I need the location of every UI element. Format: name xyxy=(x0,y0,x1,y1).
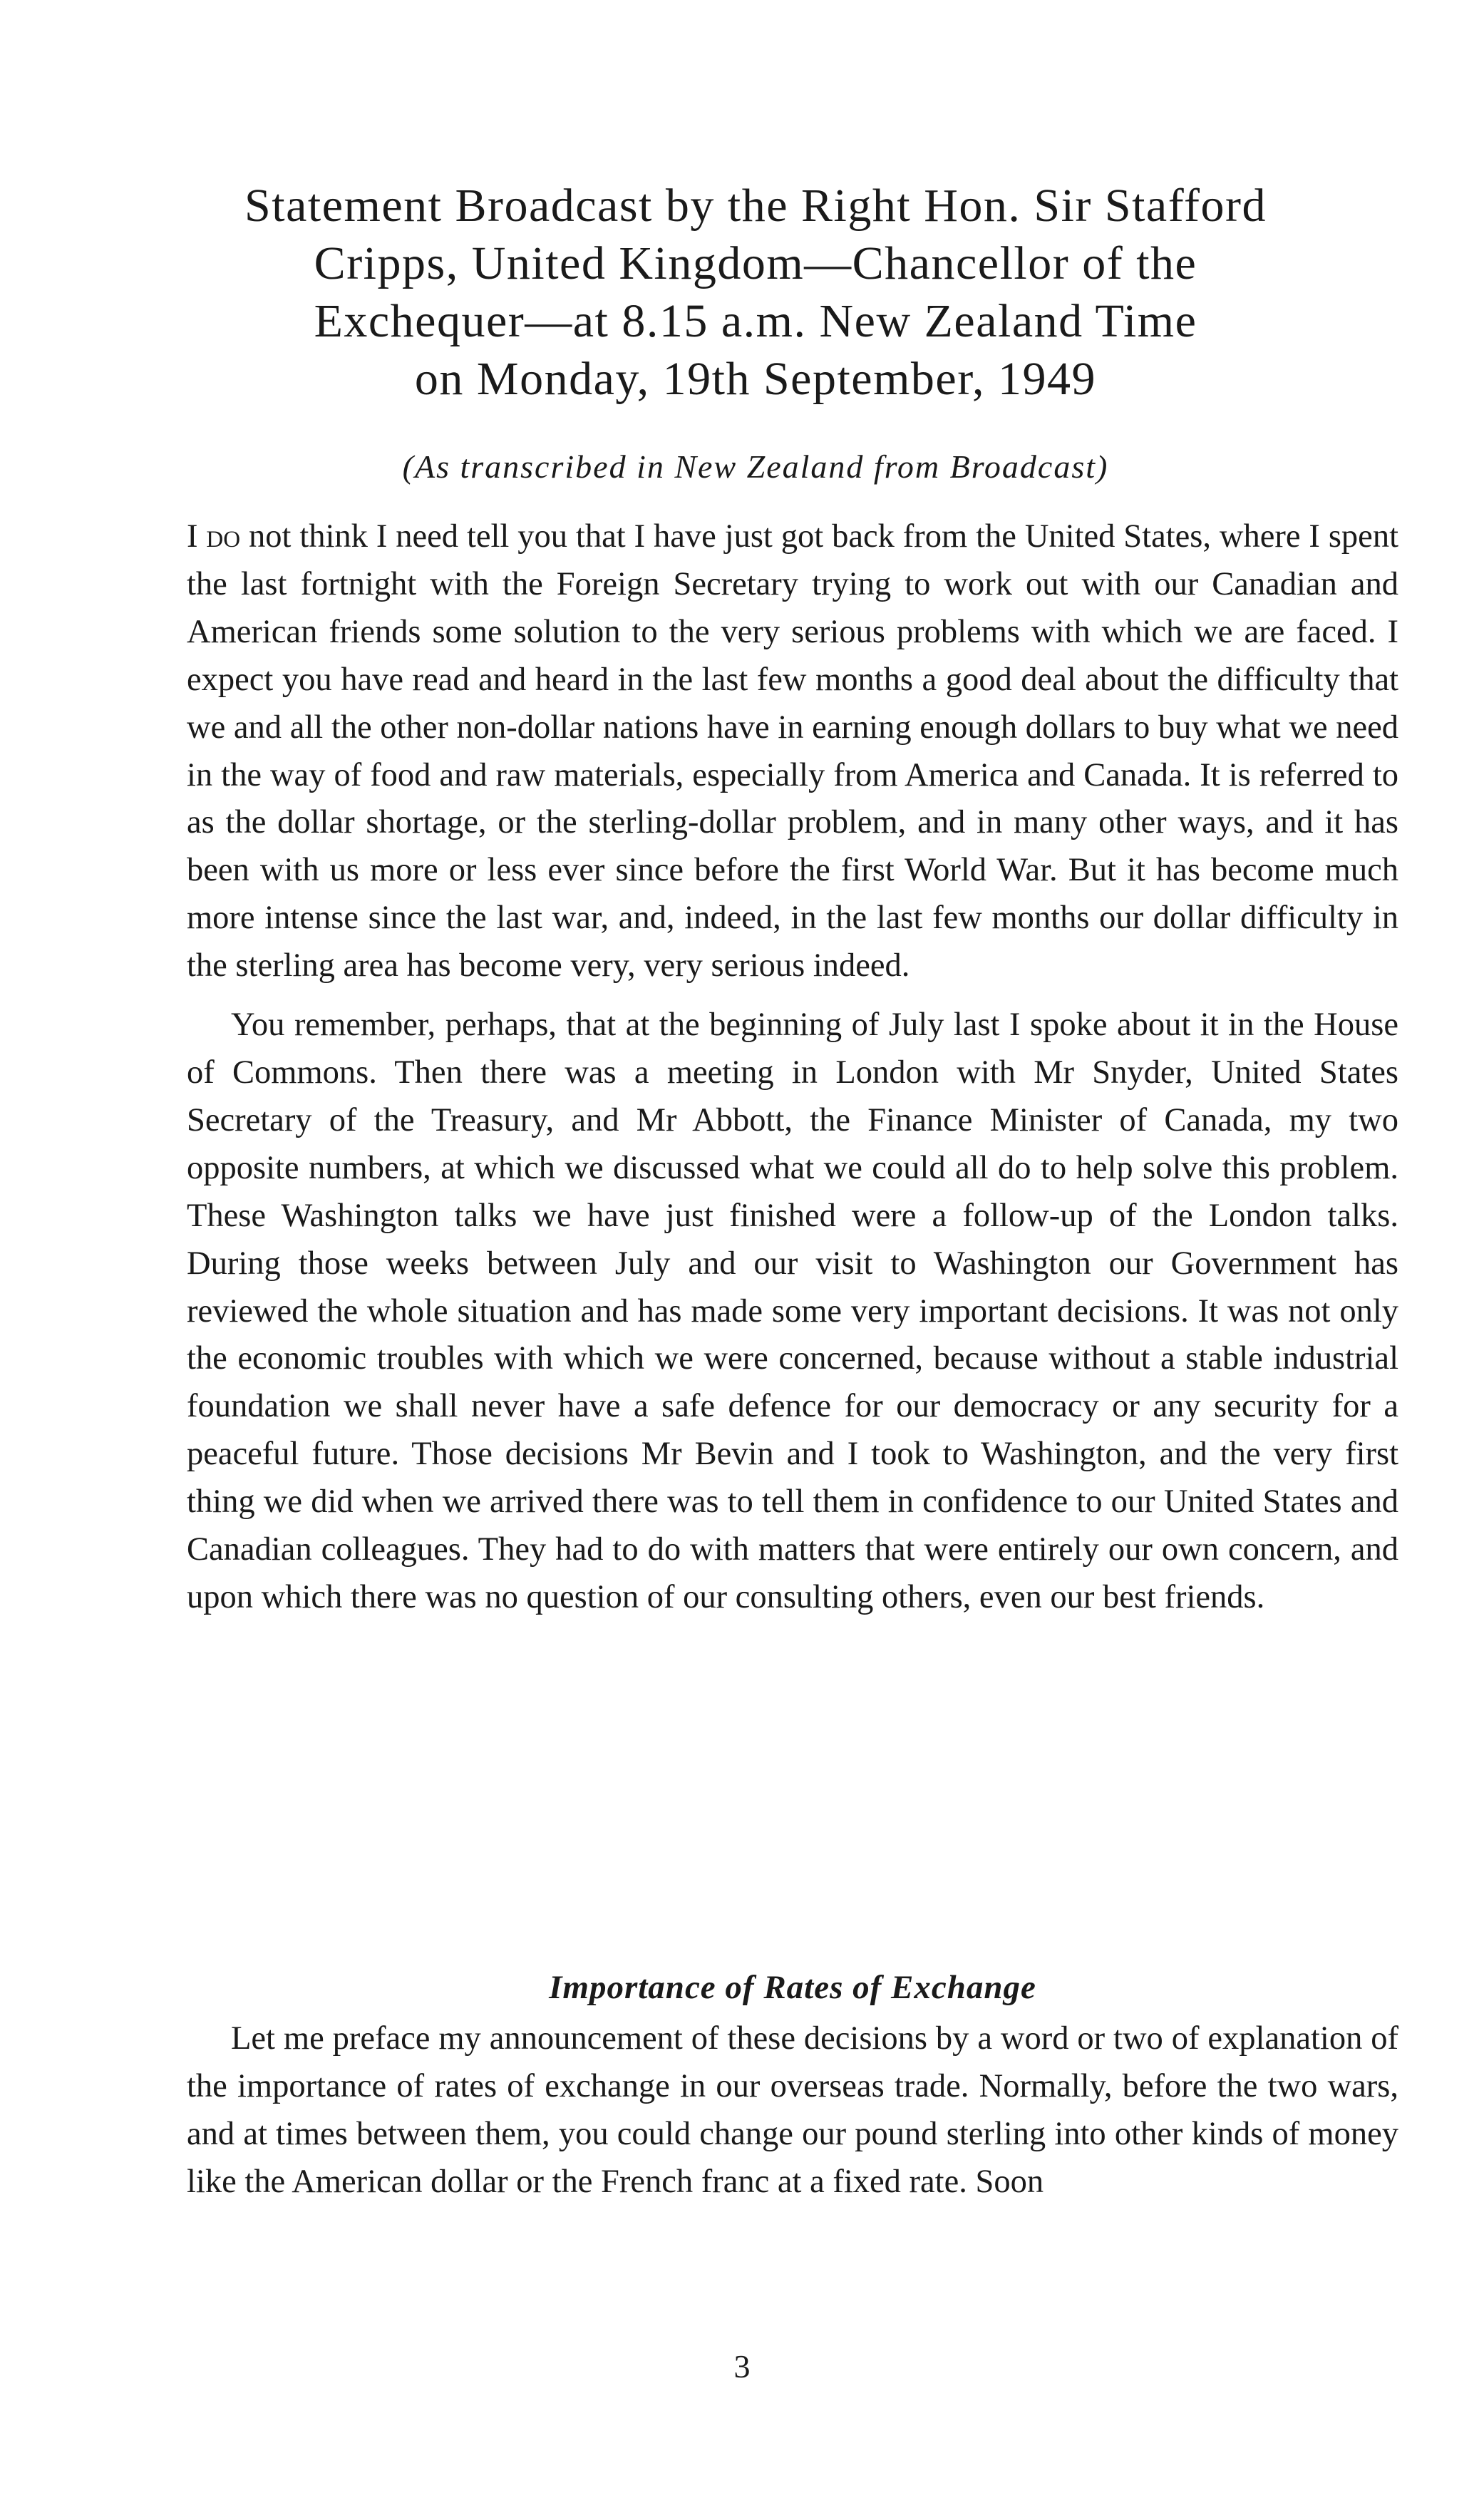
title-line-3: Exchequer—at 8.15 a.m. New Zealand Time xyxy=(314,295,1197,347)
title-line-1: Statement Broadcast by the Right Hon. Sir Stafford xyxy=(244,180,1267,232)
page-number: 3 xyxy=(733,2348,751,2385)
paragraph-1-lead-in: I do xyxy=(187,518,241,555)
title-line-4: on Monday, 19th September, 1949 xyxy=(414,353,1097,405)
paragraph-1 xyxy=(187,513,1398,990)
body-text-block-1 xyxy=(187,513,1398,1622)
paragraph-1-text: not think I need tell you that I have just got back from the United States, where I spent the last fortnight with the Foreign Secretary trying to work out with our Canadian and American friends some solution to the very serious problems with which we are faced. I expect you have read and heard in the last few months a good deal about the difficulty that we and all the other non-dollar nations have in earning enough dollars to buy what we need in the way of food and raw materials, especially from America and Canada. It is referred to as the dollar shortage, or the sterling-dollar problem, and in many other ways, and it has been with us more or less ever since before the first World War. But it has become much more intense since the last war, and, indeed, in the last few months our dollar difficulty in the sterling area has become very, very serious indeed. xyxy=(187,518,1398,984)
page-title xyxy=(107,177,1404,408)
paragraph-2: You remember, perhaps, that at the beginning of July last I spoke about it in the House of Commons. Then there was a meeting in London with Mr Snyder, United States Secretary of the Treasury, and Mr Abbott, the Finance Minister of Canada, my two opposite numbers, at which we discussed what we could all do to help solve this problem. These Washington talks we have just finished were a follow-up of the London talks. During those weeks between July and our visit to Washington our Government has reviewed the whole situation and has made some very important decisions. It was not only the economic troubles with which we were concerned, because without a stable industrial foundation we shall never have a safe defence for our democracy or any security for a peaceful future. Those decisions Mr Bevin and I took to Washington, and the very first thing we did when we arrived there was to tell them in confidence to our United States and Canadian colleagues. They had to do with matters that were entirely our own concern, and upon which there was no question of our consulting others, even our best friends. xyxy=(187,1007,1398,1615)
section-heading: Importance of Rates of Exchange xyxy=(549,1969,1036,2006)
title-line-2: Cripps, United Kingdom—Chancellor of the xyxy=(314,237,1197,289)
paragraph-3: Let me preface my announcement of these decisions by a word or two of explanation of the importance of rates of exchange in our overseas trade. Normally, before the two wars, and at times between them, you could change our pound sterling into other kinds of money like the American dollar or the French franc at a fixed rate. Soon xyxy=(187,2020,1398,2200)
transcription-note: (As transcribed in New Zealand from Broadcast) xyxy=(402,448,1109,485)
body-text-block-2 xyxy=(187,2015,1398,2206)
